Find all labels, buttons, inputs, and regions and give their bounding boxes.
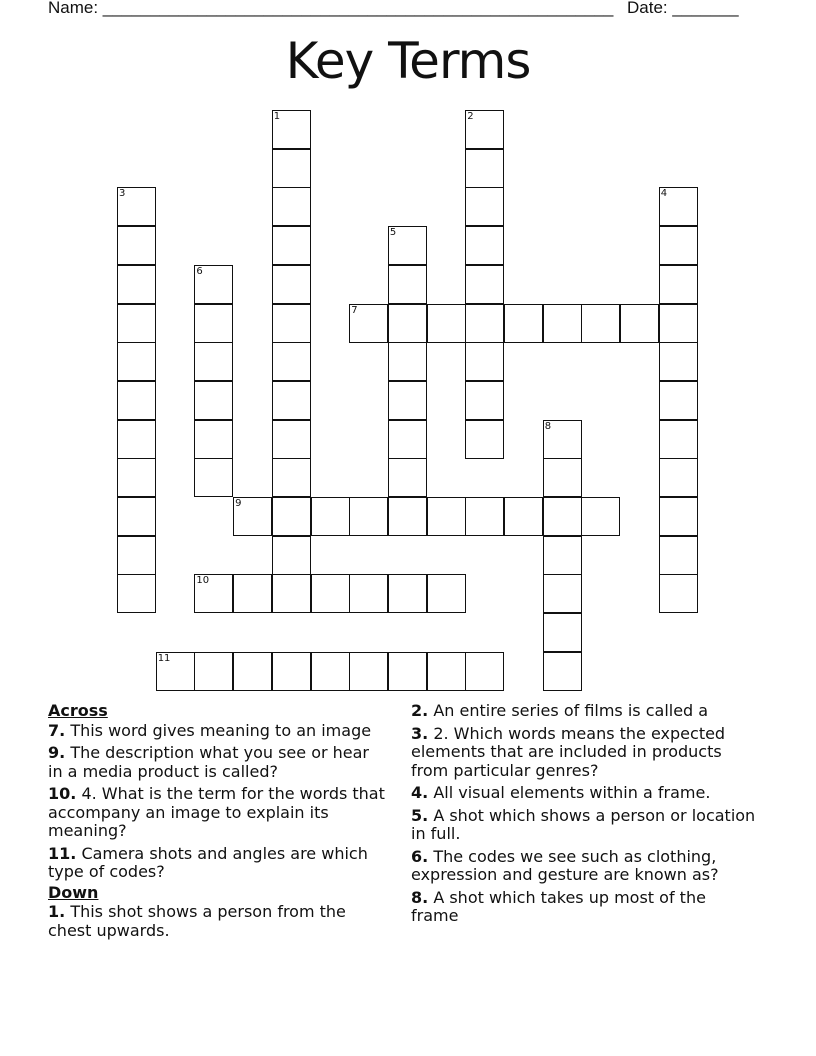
crossword-cell[interactable] <box>194 574 233 613</box>
clue-text: A shot which shows a person or location in full. <box>411 805 756 843</box>
crossword-cell[interactable] <box>388 226 427 265</box>
clue-number-label: 4 <box>660 188 668 200</box>
crossword-cell[interactable] <box>465 652 504 691</box>
crossword-cell[interactable] <box>659 342 698 381</box>
crossword-cell[interactable] <box>272 226 311 265</box>
crossword-cell[interactable] <box>349 574 388 613</box>
across-heading: Across <box>48 701 108 720</box>
crossword-cell[interactable] <box>272 110 311 149</box>
crossword-cell[interactable] <box>427 574 466 613</box>
across-clue-7 <box>48 722 388 741</box>
crossword-cell[interactable] <box>659 265 698 304</box>
crossword-cell[interactable] <box>272 536 311 575</box>
clue-number-label: 3 <box>119 188 126 200</box>
crossword-cell[interactable] <box>233 497 272 536</box>
clue-number-label: 5 <box>389 227 397 239</box>
crossword-cell[interactable] <box>543 420 582 459</box>
crossword-cell[interactable] <box>272 574 311 613</box>
crossword-cell[interactable] <box>659 458 698 497</box>
crossword-cell[interactable] <box>465 149 504 188</box>
clue-number: 4. <box>411 783 429 802</box>
date-field-label: Date: _______ <box>627 0 739 17</box>
crossword-cell[interactable] <box>465 381 504 420</box>
crossword-cell[interactable] <box>659 497 698 536</box>
clue-text: The codes we see such as clothing, expression and gesture are known as? <box>411 846 719 884</box>
crossword-cell[interactable] <box>272 652 311 691</box>
crossword-cell[interactable] <box>659 536 698 575</box>
crossword-cell[interactable] <box>117 420 156 459</box>
clue-number-label: 8 <box>544 420 552 432</box>
crossword-cell[interactable] <box>465 342 504 381</box>
clue-text: An entire series of films is called a <box>433 701 709 720</box>
crossword-cell[interactable] <box>311 497 350 536</box>
crossword-cell[interactable] <box>349 304 388 343</box>
crossword-cell[interactable] <box>388 574 427 613</box>
crossword-cell[interactable] <box>233 574 272 613</box>
crossword-cell[interactable] <box>659 381 698 420</box>
crossword-cell[interactable] <box>465 187 504 226</box>
crossword-cell[interactable] <box>194 342 233 381</box>
clue-text: 2. Which words means the expected elements that are included in products from particular genres? <box>411 723 726 780</box>
clue-number: 2. <box>411 701 429 720</box>
crossword-cell[interactable] <box>465 110 504 149</box>
crossword-cell[interactable] <box>117 536 156 575</box>
crossword-cell[interactable] <box>194 265 233 304</box>
crossword-cell[interactable] <box>233 652 272 691</box>
crossword-cell[interactable] <box>388 420 427 459</box>
down-clue-3 <box>411 725 756 781</box>
clue-number-label: 7 <box>351 304 358 316</box>
crossword-cell[interactable] <box>272 265 311 304</box>
crossword-cell[interactable] <box>194 304 233 343</box>
clue-number: 5. <box>411 805 429 825</box>
crossword-cell[interactable] <box>659 226 698 265</box>
crossword-cell[interactable] <box>427 304 466 343</box>
crossword-cell[interactable] <box>427 652 466 691</box>
crossword-cell[interactable] <box>117 304 156 343</box>
down-clue-2 <box>411 702 756 721</box>
clue-number: 7. <box>48 720 66 740</box>
clue-number: 6. <box>411 846 429 866</box>
crossword-cell[interactable] <box>543 574 582 613</box>
crossword-cell[interactable] <box>272 381 311 420</box>
crossword-cell[interactable] <box>581 497 620 536</box>
clue-text: This word gives meaning to an image <box>70 720 372 740</box>
down-clue-4 <box>411 784 756 803</box>
crossword-cell[interactable] <box>388 304 427 343</box>
crossword-cell[interactable] <box>543 613 582 652</box>
crossword-cell[interactable] <box>427 497 466 536</box>
clue-text: 4. What is the term for the words that accompany an image to explain its meaning? <box>48 784 385 840</box>
crossword-cell[interactable] <box>465 226 504 265</box>
crossword-cell[interactable] <box>117 187 156 226</box>
clues-right-column <box>411 702 756 930</box>
clue-number: 9. <box>48 743 66 762</box>
crossword-cell[interactable] <box>117 574 156 613</box>
crossword-cell[interactable] <box>311 574 350 613</box>
crossword-cell[interactable] <box>117 381 156 420</box>
crossword-cell[interactable] <box>581 304 620 343</box>
crossword-cell[interactable] <box>388 652 427 691</box>
crossword-cell[interactable] <box>272 187 311 226</box>
down-clue-1 <box>48 903 388 940</box>
crossword-cell[interactable] <box>388 265 427 304</box>
crossword-cell[interactable] <box>543 536 582 575</box>
clue-number-label: 11 <box>157 652 171 664</box>
clue-text: This shot shows a person from the chest upwards. <box>48 902 346 940</box>
clue-number: 1. <box>48 902 66 921</box>
crossword-cell[interactable] <box>388 458 427 497</box>
down-heading: Down <box>48 882 99 902</box>
crossword-cell[interactable] <box>388 497 427 536</box>
clues-left-column <box>48 702 388 944</box>
crossword-cell[interactable] <box>620 304 659 343</box>
crossword-cell[interactable] <box>272 304 311 343</box>
crossword-cell[interactable] <box>465 420 504 459</box>
down-clue-8 <box>411 889 756 926</box>
clue-number: 11. <box>48 843 77 863</box>
crossword-cell[interactable] <box>388 381 427 420</box>
page-title: Key Terms <box>285 32 531 90</box>
crossword-cell[interactable] <box>117 458 156 497</box>
crossword-cell[interactable] <box>272 420 311 459</box>
crossword-cell[interactable] <box>504 497 543 536</box>
crossword-cell[interactable] <box>388 342 427 381</box>
crossword-cell[interactable] <box>504 304 543 343</box>
crossword-cell[interactable] <box>659 187 698 226</box>
crossword-cell[interactable] <box>543 304 582 343</box>
crossword-cell[interactable] <box>117 226 156 265</box>
across-clue-10 <box>48 785 388 841</box>
down-clue-6 <box>411 848 756 885</box>
crossword-cell[interactable] <box>194 458 233 497</box>
clue-number-label: 6 <box>196 265 203 277</box>
crossword-cell[interactable] <box>117 265 156 304</box>
clue-number-label: 2 <box>467 111 474 122</box>
crossword-cell[interactable] <box>465 265 504 304</box>
across-clue-9 <box>48 744 388 781</box>
crossword-cell[interactable] <box>311 652 350 691</box>
crossword-cell[interactable] <box>349 652 388 691</box>
crossword-cell[interactable] <box>117 342 156 381</box>
clue-text: All visual elements within a frame. <box>433 783 711 802</box>
crossword-cell[interactable] <box>659 420 698 459</box>
name-field-label: Name: ______________________________________________________ <box>48 0 614 17</box>
crossword-cell[interactable] <box>194 420 233 459</box>
crossword-cell[interactable] <box>272 497 311 536</box>
across-clue-11 <box>48 845 388 882</box>
clue-number: 8. <box>411 887 429 907</box>
down-clue-5 <box>411 807 756 844</box>
crossword-cell[interactable] <box>194 652 233 691</box>
clue-number-label: 10 <box>196 575 210 587</box>
clue-number-label: 9 <box>235 498 242 509</box>
crossword-cell[interactable] <box>194 381 233 420</box>
crossword-cell[interactable] <box>659 574 698 613</box>
crossword-cell[interactable] <box>117 497 156 536</box>
crossword-cell[interactable] <box>272 458 311 497</box>
clue-number: 10. <box>48 784 77 803</box>
clue-text: Camera shots and angles are which type of codes? <box>48 843 368 881</box>
clue-text: The description what you see or hear in a media product is called? <box>48 743 370 781</box>
crossword-cell[interactable] <box>543 497 582 536</box>
crossword-cell[interactable] <box>272 342 311 381</box>
crossword-cell[interactable] <box>272 149 311 188</box>
crossword-cell[interactable] <box>465 497 504 536</box>
crossword-cell[interactable] <box>156 652 195 691</box>
crossword-cell[interactable] <box>465 304 504 343</box>
crossword-cell[interactable] <box>659 304 698 343</box>
crossword-cell[interactable] <box>543 458 582 497</box>
crossword-cell[interactable] <box>543 652 582 691</box>
clue-number-label: 1 <box>273 111 281 122</box>
clue-number: 3. <box>411 723 429 743</box>
clue-text: A shot which takes up most of the frame <box>411 887 706 925</box>
crossword-cell[interactable] <box>349 497 388 536</box>
